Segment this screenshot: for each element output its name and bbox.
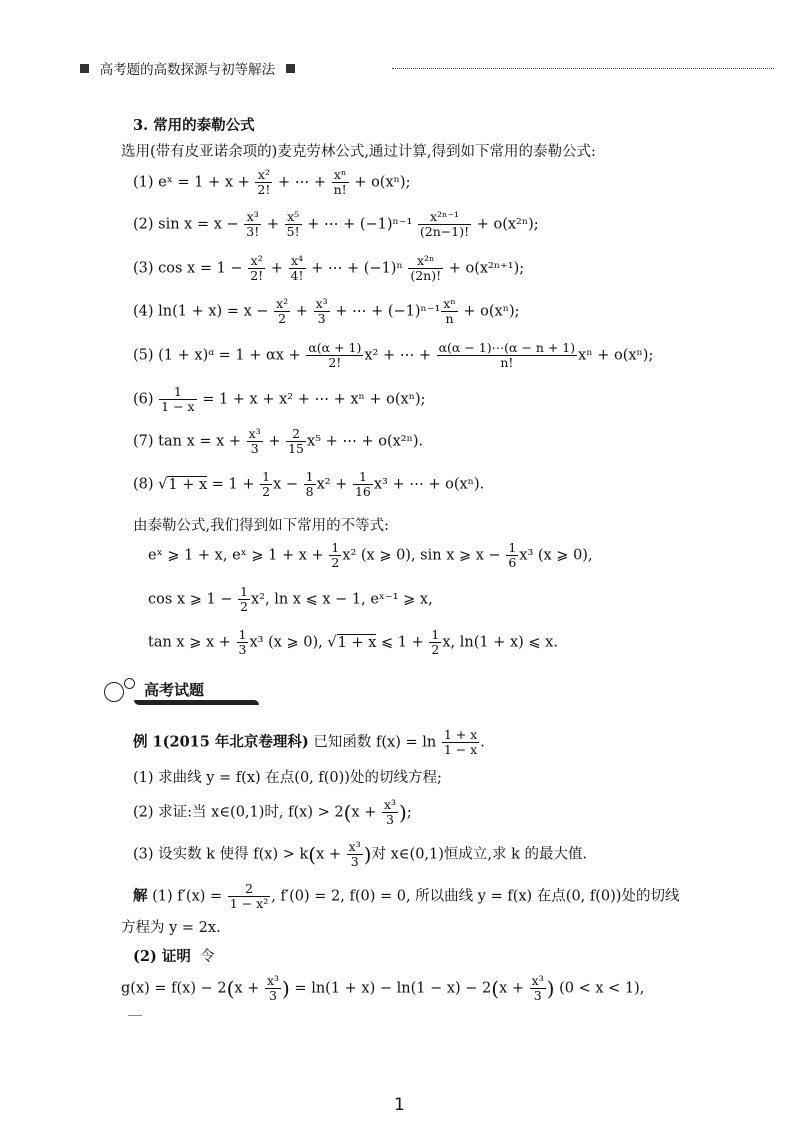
- inequality-line-2: cos x ⩾ 1 − $\frac{1}{2}$ x², ln x ⩽ x − 1, eˣ⁻¹ ⩾ x,: [148, 584, 433, 614]
- fraction: $\frac{\text{x⁴}}{4!}$: [290, 253, 304, 283]
- fraction: $\frac{\text{x³}}{3}$: [383, 797, 397, 827]
- formula-2: (2) sin x = x − $\frac{\text{x³}}{3!}$ + $\frac{\text{x⁵}}{5!}$ + ⋯ + (−1)ⁿ⁻¹ $\frac{\text{x²ⁿ⁻¹}}{(2n-1)!}$ + o(x²ⁿ);: [133, 209, 539, 239]
- solution-label: 解: [133, 887, 148, 905]
- formula-8: (8) √1 + x = 1 + $\frac{1}{2}$ x − $\frac{1}{8}$ x² + $\frac{1}{16}$ x³ + ⋯ + o(xⁿ).: [133, 469, 485, 499]
- question-1: (1) 求曲线 y = f(x) 在点(0, f(0))处的切线方程;: [133, 770, 442, 786]
- fraction: $\frac{\text{x³}}{3}$: [348, 839, 361, 869]
- fraction: $\frac{\alpha(\alpha - 1)\cdots(\alpha - n + 1)}{n!}$: [438, 340, 576, 370]
- fraction: $\frac{\text{xⁿ}}{n}$: [443, 296, 456, 326]
- fraction: $\frac{\text{x²}}{2!}$: [257, 167, 271, 197]
- fraction: $\frac{\text{x²ⁿ}}{(2n)!}$: [410, 253, 442, 283]
- fraction: $\frac{1}{1 - x}$: [161, 384, 195, 414]
- fraction: $\frac{\text{x²ⁿ⁻¹}}{(2n-1)!}$: [419, 209, 470, 239]
- inequality-intro: 由泰勒公式,我们得到如下常用的不等式:: [133, 518, 389, 534]
- fraction: $\frac{\text{x⁵}}{5!}$: [286, 209, 300, 239]
- fraction: $\frac{1}{6}$: [508, 540, 517, 570]
- circle-ornament-large: [104, 682, 124, 702]
- formula-3: (3) cos x = 1 − $\frac{\text{x²}}{2!}$ + $\frac{\text{x⁴}}{4!}$ + ⋯ + (−1)ⁿ $\frac{\text{x²ⁿ}}{(2n)!}$ + o(x²ⁿ⁺¹);: [133, 253, 525, 283]
- fraction: $\frac{1 + x}{1 - x}$: [443, 727, 478, 757]
- inequality-line-1: eˣ ⩾ 1 + x, eˣ ⩾ 1 + x + $\frac{1}{2}$ x² (x ⩾ 0), sin x ⩾ x − $\frac{1}{6}$ x³ (x ⩾ 0),: [148, 540, 593, 570]
- fraction: $\frac{1}{2}$: [262, 469, 271, 499]
- example-1-statement: 例 1(2015 年北京卷理科) 已知函数 f(x) = ln $\frac{1 + x}{1 - x}$ .: [133, 727, 485, 757]
- example-label: 例 1: [133, 733, 163, 751]
- fraction: $\frac{\text{xⁿ}}{n!}$: [333, 167, 347, 197]
- section-banner-underline: [134, 700, 259, 705]
- example-source: (2015 年北京卷理科): [162, 733, 309, 751]
- fraction: $\frac{1}{3}$: [238, 627, 247, 657]
- fraction: $\frac{1}{8}$: [305, 469, 314, 499]
- header-square-right: [286, 64, 295, 73]
- formula-5: (5) (1 + x)ᵅ = 1 + αx + $\frac{\alpha(\alpha + 1)}{2!}$ x² + ⋯ + $\frac{\alpha(\alpha - 1)\cdots(\alpha - n + 1)}{n!}$ xⁿ + o(xⁿ);: [133, 340, 654, 370]
- fraction: $\frac{1}{2}$: [331, 540, 340, 570]
- fraction: $\frac{\text{x³}}{3}$: [266, 973, 280, 1003]
- solution-part-1-cont: 方程为 y = 2x.: [121, 920, 221, 936]
- fraction: $\frac{\text{x³}}{3}$: [248, 426, 261, 456]
- page-number: 1: [394, 1095, 405, 1115]
- formula-7: (7) tan x = x + $\frac{\text{x³}}{3}$ + $\frac{2}{15}$ x⁵ + ⋯ + o(x²ⁿ).: [133, 426, 424, 456]
- circle-ornament-small: [124, 678, 135, 689]
- stray-mark: [128, 1015, 142, 1016]
- fraction: $\frac{\alpha(\alpha + 1)}{2!}$: [308, 340, 362, 370]
- fraction: $\frac{2}{15}$: [288, 426, 305, 456]
- solution-part-2-label: (2) 证明 令: [133, 948, 215, 965]
- fraction: $\frac{\text{x³}}{3}$: [315, 296, 328, 326]
- question-3: (3) 设实数 k 使得 f(x) > k(x + $\frac{\text{x³}}{3}$ )对 x∈(0,1)恒成立,求 k 的最大值.: [133, 839, 588, 869]
- fraction: $\frac{\text{x³}}{3!}$: [246, 209, 260, 239]
- fraction: $\frac{2}{\text{1 − x²}}$: [229, 881, 269, 911]
- square-root: 1 + x: [337, 634, 377, 651]
- running-header: [80, 58, 774, 78]
- fraction: $\frac{1}{16}$: [354, 469, 371, 499]
- fraction: $\frac{\text{x²}}{2!}$: [250, 253, 264, 283]
- section-heading: 3. 常用的泰勒公式: [133, 117, 255, 134]
- solution-part-2-equation: g(x) = f(x) − 2(x + $\frac{\text{x³}}{3}$ ) = ln(1 + x) − ln(1 − x) − 2(x + $\frac{\text{x³}}{3}$ ) (0 < x < 1),: [121, 973, 645, 1003]
- header-dotted-rule: [392, 68, 774, 69]
- formula-6: (6) $\frac{1}{1 - x}$ = 1 + x + x² + ⋯ + xⁿ + o(xⁿ);: [133, 384, 426, 414]
- header-square-left: [80, 64, 89, 73]
- formula-1: (1) eˣ = 1 + x + $\frac{\text{x²}}{2!}$ + ⋯ + $\frac{\text{xⁿ}}{n!}$ + o(xⁿ);: [133, 167, 411, 197]
- section-intro: 选用(带有皮亚诺余项的)麦克劳林公式,通过计算,得到如下常用的泰勒公式:: [121, 144, 596, 160]
- fraction: $\frac{1}{2}$: [431, 627, 440, 657]
- formula-4: (4) ln(1 + x) = x − $\frac{\text{x²}}{2}$ + $\frac{\text{x³}}{3}$ + ⋯ + (−1)ⁿ⁻¹ $\frac{\text{xⁿ}}{n}$ + o(xⁿ);: [133, 296, 520, 326]
- inequality-line-3: tan x ⩾ x + $\frac{1}{3}$ x³ (x ⩾ 0), √1 + x ⩽ 1 + $\frac{1}{2}$ x, ln(1 + x) ⩽ x.: [148, 627, 558, 657]
- question-2: (2) 求证:当 x∈(0,1)时, f(x) > 2(x + $\frac{\text{x³}}{3}$ );: [133, 797, 412, 827]
- fraction: $\frac{\text{x³}}{3}$: [531, 973, 544, 1003]
- fraction: $\frac{1}{2}$: [240, 584, 248, 614]
- solution-part-1: 解 (1) f′(x) = $\frac{2}{\text{1 − x²}}$ , f′(0) = 2, f(0) = 0, 所以曲线 y = f(x) 在点(0, f(0))处的切线: [133, 881, 680, 911]
- square-root: 1 + x: [168, 476, 208, 493]
- header-title: 高考题的高数探源与初等解法: [99, 62, 276, 78]
- section-banner-title: 高考试题: [144, 681, 205, 699]
- fraction: $\frac{\text{x²}}{2}$: [276, 296, 289, 326]
